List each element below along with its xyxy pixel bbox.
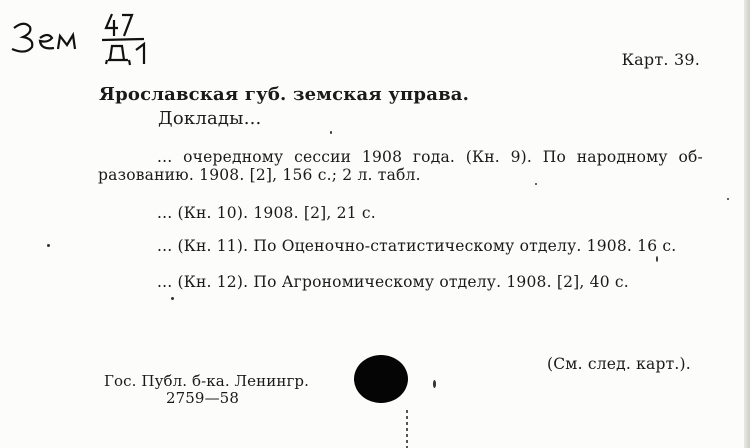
punch-hole — [354, 355, 408, 403]
see-next-card-note: (См. след. карт.). — [547, 355, 691, 373]
dust-speck — [656, 256, 658, 262]
card-edge — [744, 0, 750, 448]
catalog-heading: Ярославская губ. земская управа. — [99, 84, 470, 105]
library-stamp — [104, 373, 309, 407]
entry-3: ... (Кн. 11). По Оценочно-статистическому отделу. 1908. 16 с. — [157, 237, 677, 255]
dust-speck — [433, 380, 436, 388]
entry-2: ... (Кн. 10). 1908. [2], 21 с. — [157, 204, 376, 222]
bottom-edge-mark — [406, 410, 408, 448]
dust-speck — [171, 297, 174, 300]
dust-speck — [535, 183, 537, 185]
library-code: 2759—58 — [166, 389, 239, 407]
dust-speck — [330, 131, 332, 134]
catalog-subheading: Доклады... — [158, 108, 262, 129]
handwritten-text: Зем — [8, 8, 11, 9]
card-number: Карт. 39. — [621, 50, 700, 69]
entry-1-line-1: ... очередному сессии 1908 года. (Кн. 9). По народному об- — [157, 148, 703, 166]
library-name: Гос. Публ. б-ка. Ленингр. — [104, 372, 309, 390]
entry-4: ... (Кн. 12). По Агрономическому отделу. 1908. [2], 40 с. — [157, 273, 629, 291]
handwritten-shelfmark — [8, 8, 168, 70]
dust-speck — [47, 244, 50, 247]
entry-1-line-2: разованию. 1908. [2], 156 с.; 2 л. табл. — [98, 166, 421, 184]
dust-speck — [727, 198, 729, 200]
